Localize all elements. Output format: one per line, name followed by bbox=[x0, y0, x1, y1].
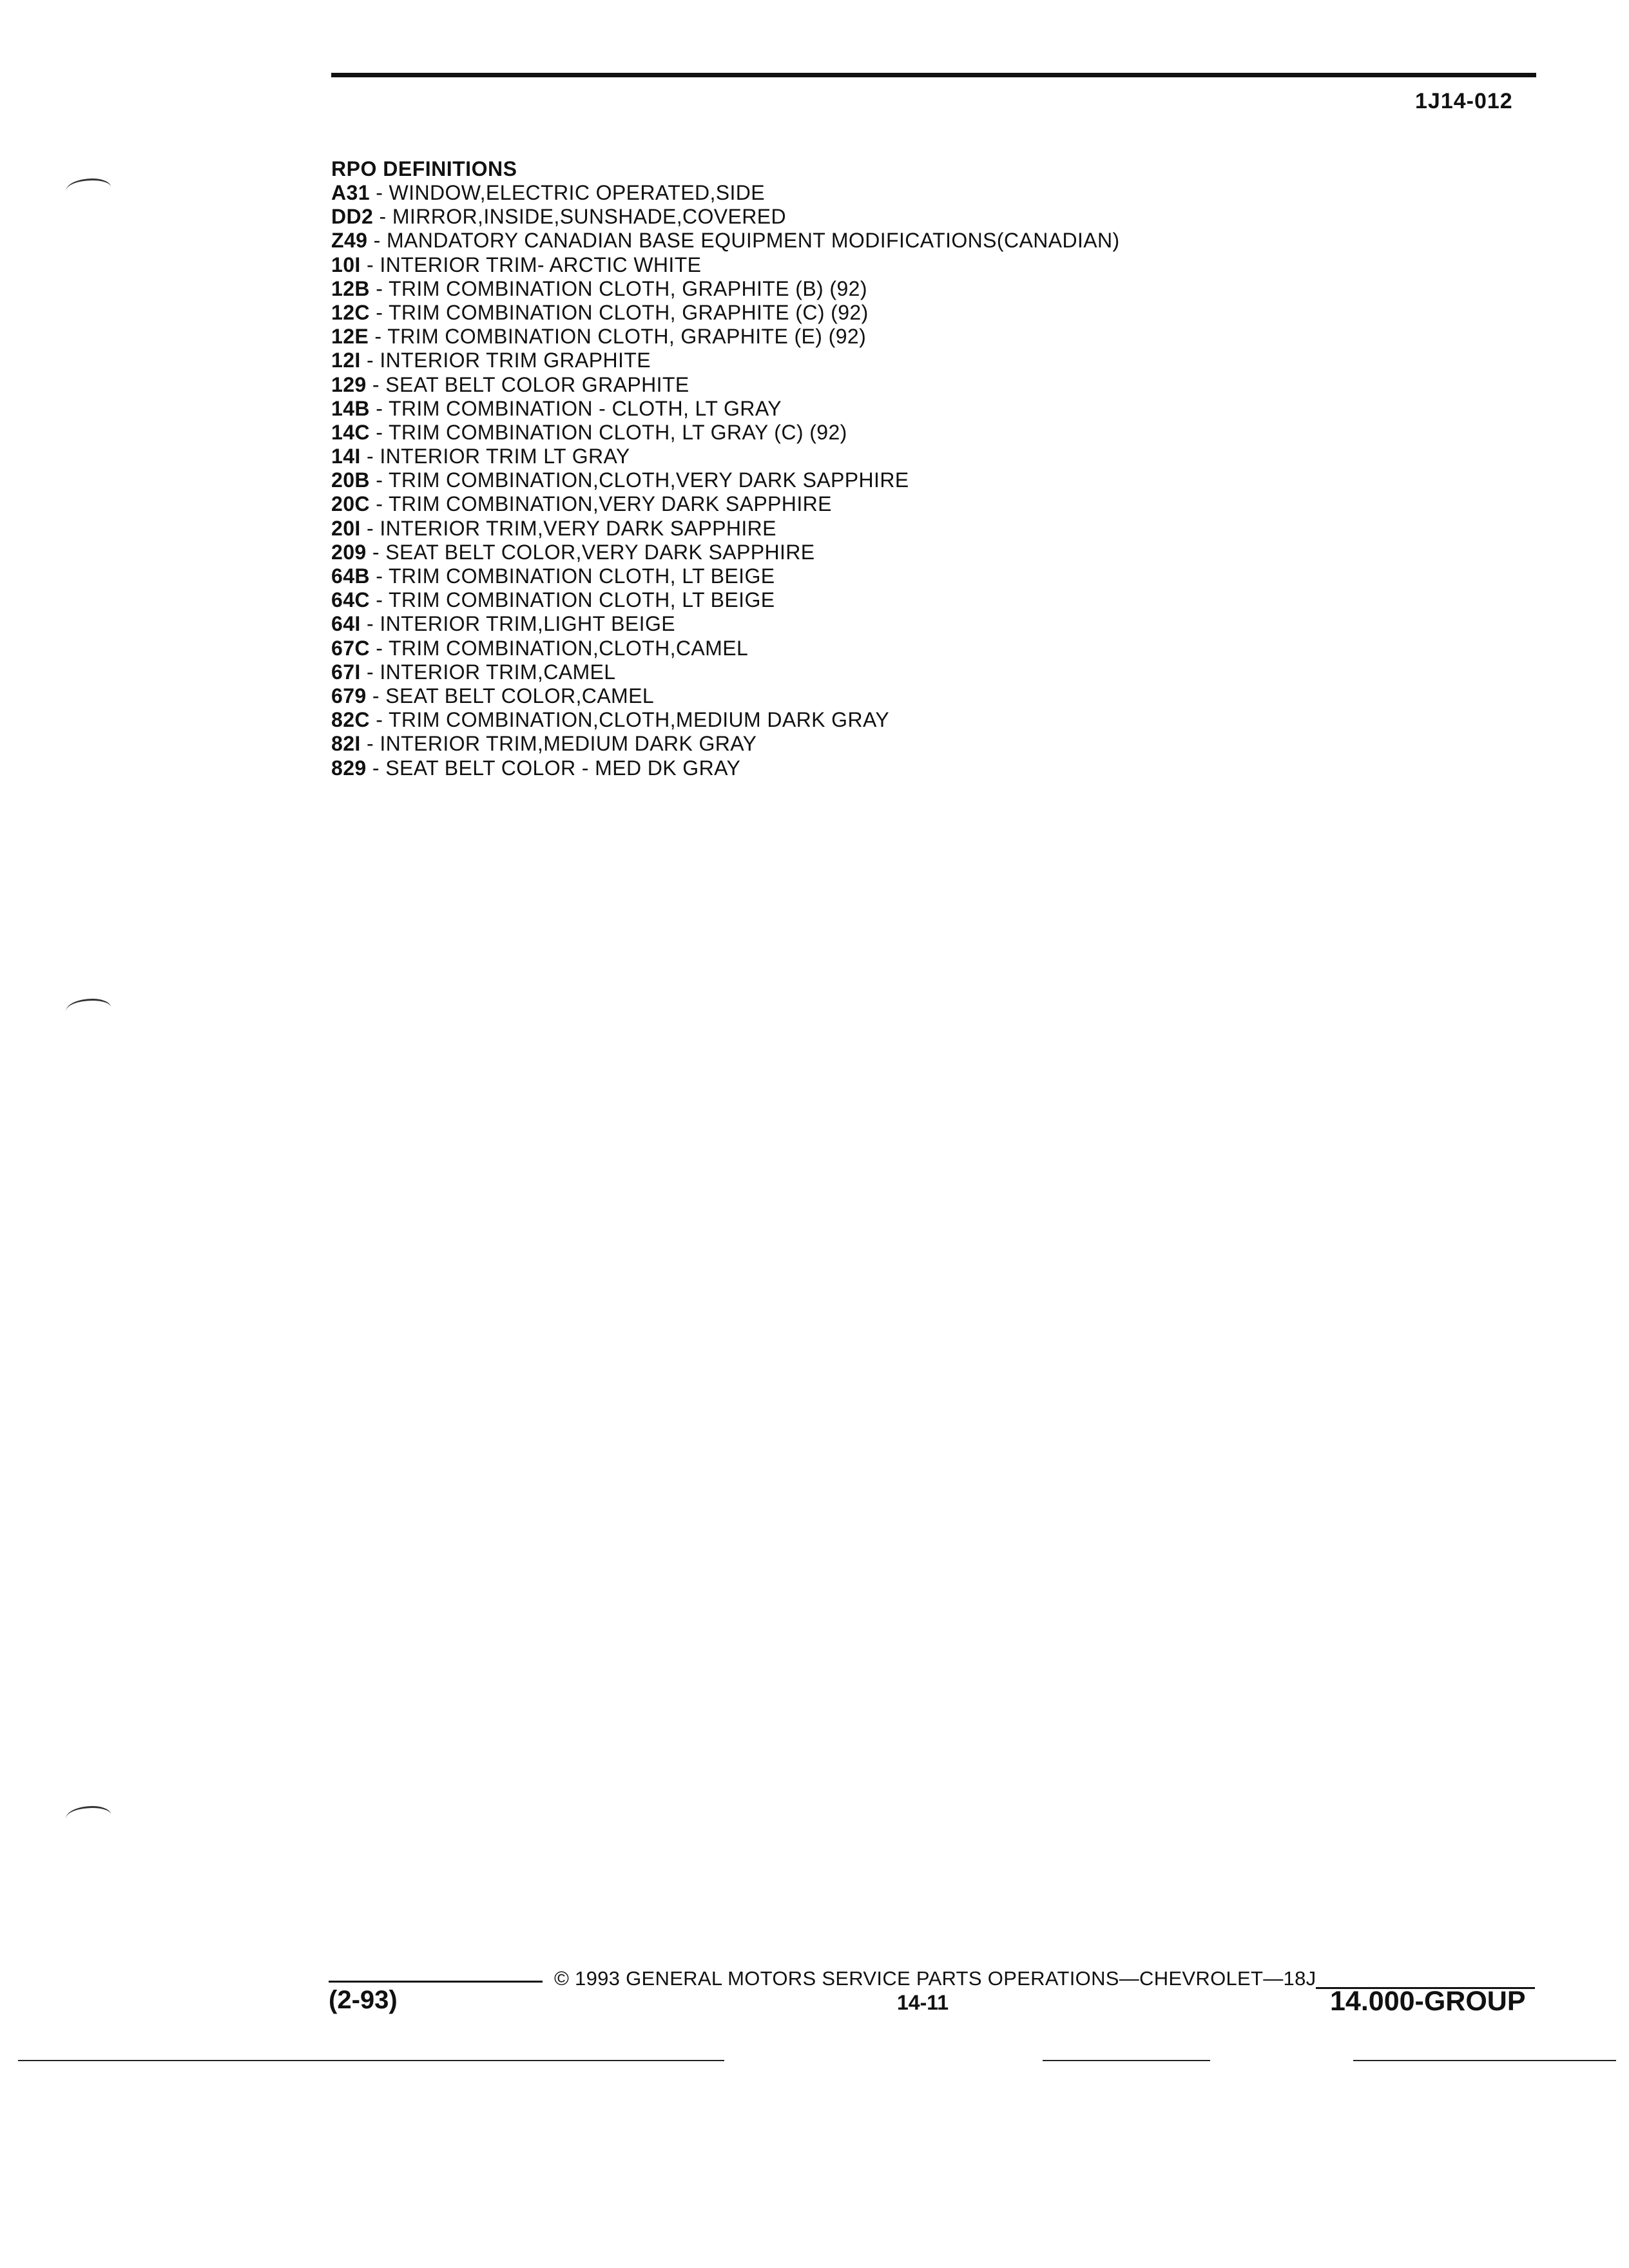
rpo-item bbox=[331, 253, 1556, 277]
rpo-code: 209 bbox=[331, 540, 367, 564]
rpo-description: MANDATORY CANADIAN BASE EQUIPMENT MODIFICATIONS(CANADIAN) bbox=[386, 229, 1120, 253]
rpo-description: TRIM COMBINATION,CLOTH,CAMEL bbox=[388, 636, 749, 660]
rpo-code: 12B bbox=[331, 276, 370, 300]
rpo-separator: - bbox=[360, 660, 380, 684]
rpo-separator: - bbox=[369, 300, 389, 324]
rpo-item bbox=[331, 373, 1556, 397]
rpo-description: SEAT BELT COLOR,CAMEL bbox=[385, 684, 655, 707]
margin-mark bbox=[66, 999, 111, 1020]
rpo-item bbox=[331, 421, 1556, 445]
rpo-item bbox=[331, 660, 1556, 684]
rpo-description: TRIM COMBINATION,CLOTH,VERY DARK SAPPHIRE bbox=[388, 468, 909, 492]
rpo-separator: - bbox=[369, 588, 389, 612]
rpo-separator: - bbox=[369, 396, 389, 420]
rpo-description: INTERIOR TRIM,CAMEL bbox=[380, 660, 616, 684]
rpo-separator: - bbox=[366, 372, 386, 396]
rpo-description: TRIM COMBINATION - CLOTH, LT GRAY bbox=[388, 396, 782, 420]
rpo-separator: - bbox=[369, 420, 389, 444]
rpo-description: INTERIOR TRIM LT GRAY bbox=[380, 445, 630, 468]
rpo-item bbox=[331, 492, 1556, 516]
margin-mark bbox=[66, 1806, 111, 1827]
rpo-item bbox=[331, 684, 1556, 708]
rpo-description: SEAT BELT COLOR,VERY DARK SAPPHIRE bbox=[385, 540, 815, 564]
rpo-code: DD2 bbox=[331, 205, 374, 229]
bottom-rule bbox=[18, 2060, 724, 2061]
rpo-code: 10I bbox=[331, 253, 361, 276]
rpo-item bbox=[331, 612, 1556, 636]
bottom-rule bbox=[1043, 2060, 1210, 2061]
rpo-list bbox=[331, 181, 1556, 780]
rpo-separator: - bbox=[369, 325, 388, 349]
rpo-code: 12E bbox=[331, 325, 369, 349]
rpo-item bbox=[331, 445, 1556, 468]
rpo-description: INTERIOR TRIM- ARCTIC WHITE bbox=[380, 253, 702, 276]
rpo-code: A31 bbox=[331, 181, 370, 204]
rpo-code: 20B bbox=[331, 468, 370, 492]
rpo-item bbox=[331, 349, 1556, 372]
rpo-item bbox=[331, 229, 1556, 253]
rpo-description: SEAT BELT COLOR GRAPHITE bbox=[385, 372, 689, 396]
rpo-item bbox=[331, 517, 1556, 541]
rpo-code: 12C bbox=[331, 300, 370, 324]
rpo-code: 64B bbox=[331, 564, 370, 588]
revision-date: (2-93) bbox=[329, 1986, 398, 2014]
rpo-code: 14I bbox=[331, 445, 361, 468]
rpo-separator: - bbox=[369, 636, 389, 660]
rpo-code: 20C bbox=[331, 492, 370, 516]
rpo-code: 64C bbox=[331, 588, 370, 612]
rpo-separator: - bbox=[366, 540, 386, 564]
rpo-description: TRIM COMBINATION,CLOTH,MEDIUM DARK GRAY bbox=[388, 708, 890, 732]
rpo-item bbox=[331, 588, 1556, 612]
section-title: RPO DEFINITIONS bbox=[331, 157, 517, 180]
rpo-item bbox=[331, 708, 1556, 732]
rpo-item bbox=[331, 756, 1556, 780]
document-id: 1J14-012 bbox=[1415, 89, 1513, 113]
rpo-description: SEAT BELT COLOR - MED DK GRAY bbox=[385, 756, 741, 780]
rpo-item bbox=[331, 301, 1556, 325]
rpo-code: 64I bbox=[331, 612, 361, 636]
rpo-description: INTERIOR TRIM GRAPHITE bbox=[380, 349, 651, 372]
rpo-item bbox=[331, 732, 1556, 756]
rpo-separator: - bbox=[366, 684, 386, 707]
rpo-code: 67C bbox=[331, 636, 370, 660]
rpo-item bbox=[331, 541, 1556, 564]
rpo-separator: - bbox=[369, 276, 389, 300]
rpo-code: 14B bbox=[331, 396, 370, 420]
rpo-separator: - bbox=[366, 756, 386, 780]
rpo-code: 14C bbox=[331, 420, 370, 444]
rpo-separator: - bbox=[369, 564, 389, 588]
rpo-separator: - bbox=[367, 229, 387, 253]
header-rule bbox=[331, 73, 1536, 77]
rpo-separator: - bbox=[369, 492, 389, 516]
rpo-description: TRIM COMBINATION CLOTH, GRAPHITE (B) (92) bbox=[388, 276, 867, 300]
rpo-code: 82C bbox=[331, 708, 370, 732]
rpo-code: 20I bbox=[331, 516, 361, 540]
rpo-item bbox=[331, 325, 1556, 349]
rpo-item bbox=[331, 564, 1556, 588]
rpo-code: 679 bbox=[331, 684, 367, 707]
rpo-separator: - bbox=[373, 205, 392, 229]
footer-copyright: © 1993 GENERAL MOTORS SERVICE PARTS OPERATIONS—CHEVROLET—18J bbox=[554, 1967, 1316, 1990]
rpo-description: INTERIOR TRIM,LIGHT BEIGE bbox=[380, 612, 675, 636]
rpo-separator: - bbox=[369, 708, 389, 732]
rpo-description: TRIM COMBINATION CLOTH, GRAPHITE (E) (92) bbox=[387, 325, 867, 349]
rpo-separator: - bbox=[360, 253, 380, 276]
rpo-description: INTERIOR TRIM,MEDIUM DARK GRAY bbox=[380, 732, 757, 756]
rpo-description: TRIM COMBINATION CLOTH, LT BEIGE bbox=[388, 588, 775, 612]
rpo-code: 82I bbox=[331, 732, 361, 756]
rpo-code: 829 bbox=[331, 756, 367, 780]
footer-rule-left bbox=[329, 1981, 543, 1983]
rpo-separator: - bbox=[360, 349, 380, 372]
rpo-item bbox=[331, 397, 1556, 421]
rpo-code: 67I bbox=[331, 660, 361, 684]
rpo-description: TRIM COMBINATION CLOTH, LT BEIGE bbox=[388, 564, 775, 588]
rpo-description: WINDOW,ELECTRIC OPERATED,SIDE bbox=[389, 181, 766, 204]
rpo-definitions-section bbox=[331, 157, 1556, 780]
rpo-description: TRIM COMBINATION CLOTH, GRAPHITE (C) (92) bbox=[388, 300, 869, 324]
rpo-code: 129 bbox=[331, 372, 367, 396]
rpo-separator: - bbox=[369, 181, 389, 204]
rpo-item bbox=[331, 205, 1556, 229]
rpo-item bbox=[331, 468, 1556, 492]
rpo-description: TRIM COMBINATION,VERY DARK SAPPHIRE bbox=[388, 492, 832, 516]
page-number: 14-11 bbox=[897, 1991, 949, 2014]
margin-mark bbox=[66, 178, 111, 200]
rpo-separator: - bbox=[360, 516, 380, 540]
rpo-separator: - bbox=[360, 445, 380, 468]
rpo-code: Z49 bbox=[331, 229, 368, 253]
rpo-code: 12I bbox=[331, 349, 361, 372]
rpo-separator: - bbox=[369, 468, 389, 492]
rpo-item bbox=[331, 277, 1556, 301]
rpo-description: TRIM COMBINATION CLOTH, LT GRAY (C) (92) bbox=[388, 420, 847, 444]
rpo-item bbox=[331, 637, 1556, 660]
bottom-rule bbox=[1353, 2060, 1616, 2061]
rpo-item bbox=[331, 181, 1556, 205]
rpo-separator: - bbox=[360, 732, 380, 756]
group-number: 14.000-GROUP bbox=[1330, 1986, 1526, 2017]
rpo-separator: - bbox=[360, 612, 380, 636]
rpo-description: INTERIOR TRIM,VERY DARK SAPPHIRE bbox=[380, 516, 776, 540]
rpo-description: MIRROR,INSIDE,SUNSHADE,COVERED bbox=[392, 205, 787, 229]
